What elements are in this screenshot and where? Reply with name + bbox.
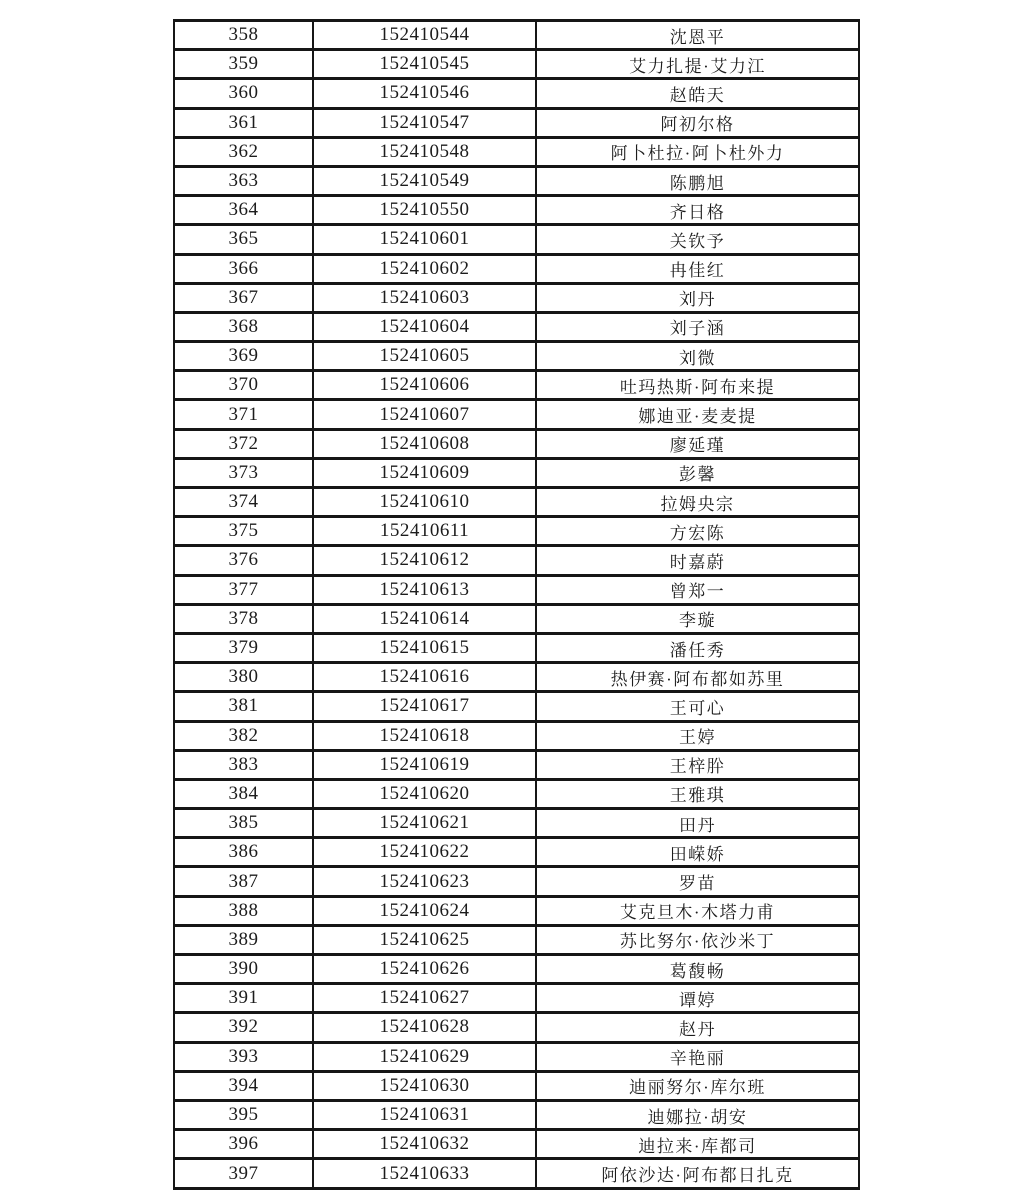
serial-number-cell: 366 bbox=[174, 254, 313, 283]
student-id-cell: 152410603 bbox=[313, 283, 536, 312]
serial-number-cell: 390 bbox=[174, 955, 313, 984]
serial-number-cell: 365 bbox=[174, 225, 313, 254]
serial-number-cell: 360 bbox=[174, 79, 313, 108]
serial-number-cell: 387 bbox=[174, 867, 313, 896]
table-row bbox=[174, 1100, 859, 1129]
student-name-cell: 罗苗 bbox=[536, 867, 859, 896]
table-row bbox=[174, 196, 859, 225]
student-id-cell: 152410617 bbox=[313, 692, 536, 721]
student-id-cell: 152410608 bbox=[313, 429, 536, 458]
serial-number-cell: 368 bbox=[174, 312, 313, 341]
serial-number-cell: 374 bbox=[174, 488, 313, 517]
student-name-cell: 辛艳丽 bbox=[536, 1042, 859, 1071]
student-name-cell: 葛馥畅 bbox=[536, 955, 859, 984]
student-id-cell: 152410547 bbox=[313, 108, 536, 137]
student-name-cell: 阿初尔格 bbox=[536, 108, 859, 137]
table-row bbox=[174, 312, 859, 341]
student-name-cell: 艾力扎提·艾力江 bbox=[536, 50, 859, 79]
student-name-cell: 阿依沙达·阿布都日扎克 bbox=[536, 1159, 859, 1189]
serial-number-cell: 369 bbox=[174, 342, 313, 371]
table-row bbox=[174, 575, 859, 604]
student-id-cell: 152410548 bbox=[313, 137, 536, 166]
student-name-cell: 齐日格 bbox=[536, 196, 859, 225]
student-id-cell: 152410622 bbox=[313, 838, 536, 867]
student-name-cell: 王梓肸 bbox=[536, 750, 859, 779]
serial-number-cell: 389 bbox=[174, 925, 313, 954]
table-row bbox=[174, 283, 859, 312]
student-name-cell: 刘丹 bbox=[536, 283, 859, 312]
student-id-cell: 152410629 bbox=[313, 1042, 536, 1071]
serial-number-cell: 370 bbox=[174, 371, 313, 400]
serial-number-cell: 385 bbox=[174, 809, 313, 838]
student-id-cell: 152410616 bbox=[313, 663, 536, 692]
student-id-cell: 152410626 bbox=[313, 955, 536, 984]
student-name-cell: 谭婷 bbox=[536, 984, 859, 1013]
student-id-cell: 152410618 bbox=[313, 721, 536, 750]
serial-number-cell: 392 bbox=[174, 1013, 313, 1042]
table-row bbox=[174, 225, 859, 254]
student-id-cell: 152410620 bbox=[313, 779, 536, 808]
student-id-cell: 152410544 bbox=[313, 21, 536, 50]
student-id-cell: 152410606 bbox=[313, 371, 536, 400]
table-row bbox=[174, 1130, 859, 1159]
serial-number-cell: 395 bbox=[174, 1100, 313, 1129]
student-name-cell: 热伊赛·阿布都如苏里 bbox=[536, 663, 859, 692]
table-row bbox=[174, 108, 859, 137]
table-row bbox=[174, 925, 859, 954]
roster-table bbox=[173, 19, 860, 1190]
table-row bbox=[174, 1159, 859, 1189]
student-name-cell: 王婷 bbox=[536, 721, 859, 750]
student-name-cell: 吐玛热斯·阿布来提 bbox=[536, 371, 859, 400]
table-row bbox=[174, 517, 859, 546]
student-id-cell: 152410605 bbox=[313, 342, 536, 371]
serial-number-cell: 388 bbox=[174, 896, 313, 925]
table-row bbox=[174, 429, 859, 458]
student-name-cell: 赵丹 bbox=[536, 1013, 859, 1042]
serial-number-cell: 361 bbox=[174, 108, 313, 137]
serial-number-cell: 367 bbox=[174, 283, 313, 312]
student-name-cell: 田丹 bbox=[536, 809, 859, 838]
serial-number-cell: 359 bbox=[174, 50, 313, 79]
student-id-cell: 152410624 bbox=[313, 896, 536, 925]
serial-number-cell: 363 bbox=[174, 166, 313, 195]
table-row bbox=[174, 50, 859, 79]
serial-number-cell: 377 bbox=[174, 575, 313, 604]
student-name-cell: 迪拉来·库都司 bbox=[536, 1130, 859, 1159]
student-id-cell: 152410619 bbox=[313, 750, 536, 779]
serial-number-cell: 362 bbox=[174, 137, 313, 166]
table-row bbox=[174, 721, 859, 750]
table-row bbox=[174, 342, 859, 371]
student-name-cell: 沈恩平 bbox=[536, 21, 859, 50]
student-id-cell: 152410621 bbox=[313, 809, 536, 838]
student-name-cell: 李璇 bbox=[536, 604, 859, 633]
serial-number-cell: 393 bbox=[174, 1042, 313, 1071]
table-row bbox=[174, 955, 859, 984]
serial-number-cell: 371 bbox=[174, 400, 313, 429]
student-name-cell: 赵皓天 bbox=[536, 79, 859, 108]
serial-number-cell: 358 bbox=[174, 21, 313, 50]
student-name-cell: 王可心 bbox=[536, 692, 859, 721]
student-name-cell: 拉姆央宗 bbox=[536, 488, 859, 517]
student-name-cell: 陈鹏旭 bbox=[536, 166, 859, 195]
student-name-cell: 潘任秀 bbox=[536, 633, 859, 662]
student-name-cell: 迪娜拉·胡安 bbox=[536, 1100, 859, 1129]
student-name-cell: 田嵘娇 bbox=[536, 838, 859, 867]
student-name-cell: 阿卜杜拉·阿卜杜外力 bbox=[536, 137, 859, 166]
student-id-cell: 152410612 bbox=[313, 546, 536, 575]
serial-number-cell: 375 bbox=[174, 517, 313, 546]
table-row bbox=[174, 867, 859, 896]
table-row bbox=[174, 779, 859, 808]
student-name-cell: 刘子涵 bbox=[536, 312, 859, 341]
student-id-cell: 152410610 bbox=[313, 488, 536, 517]
serial-number-cell: 386 bbox=[174, 838, 313, 867]
serial-number-cell: 379 bbox=[174, 633, 313, 662]
table-row bbox=[174, 896, 859, 925]
serial-number-cell: 373 bbox=[174, 458, 313, 487]
student-id-cell: 152410633 bbox=[313, 1159, 536, 1189]
student-id-cell: 152410613 bbox=[313, 575, 536, 604]
serial-number-cell: 383 bbox=[174, 750, 313, 779]
table-row bbox=[174, 750, 859, 779]
serial-number-cell: 397 bbox=[174, 1159, 313, 1189]
serial-number-cell: 382 bbox=[174, 721, 313, 750]
student-id-cell: 152410604 bbox=[313, 312, 536, 341]
table-row bbox=[174, 604, 859, 633]
student-id-cell: 152410545 bbox=[313, 50, 536, 79]
serial-number-cell: 394 bbox=[174, 1071, 313, 1100]
table-row bbox=[174, 663, 859, 692]
student-id-cell: 152410625 bbox=[313, 925, 536, 954]
student-id-cell: 152410623 bbox=[313, 867, 536, 896]
serial-number-cell: 384 bbox=[174, 779, 313, 808]
student-id-cell: 152410615 bbox=[313, 633, 536, 662]
student-id-cell: 152410627 bbox=[313, 984, 536, 1013]
student-id-cell: 152410630 bbox=[313, 1071, 536, 1100]
serial-number-cell: 378 bbox=[174, 604, 313, 633]
student-name-cell: 关钦予 bbox=[536, 225, 859, 254]
table-row bbox=[174, 371, 859, 400]
serial-number-cell: 391 bbox=[174, 984, 313, 1013]
table-row bbox=[174, 809, 859, 838]
table-row bbox=[174, 1042, 859, 1071]
student-name-cell: 艾克旦木·木塔力甫 bbox=[536, 896, 859, 925]
student-name-cell: 彭馨 bbox=[536, 458, 859, 487]
student-id-cell: 152410632 bbox=[313, 1130, 536, 1159]
serial-number-cell: 381 bbox=[174, 692, 313, 721]
table-row bbox=[174, 633, 859, 662]
student-id-cell: 152410549 bbox=[313, 166, 536, 195]
student-id-cell: 152410550 bbox=[313, 196, 536, 225]
student-id-cell: 152410602 bbox=[313, 254, 536, 283]
student-id-cell: 152410628 bbox=[313, 1013, 536, 1042]
table-row bbox=[174, 838, 859, 867]
table-row bbox=[174, 1013, 859, 1042]
student-id-cell: 152410614 bbox=[313, 604, 536, 633]
student-id-cell: 152410601 bbox=[313, 225, 536, 254]
table-row bbox=[174, 1071, 859, 1100]
table-row bbox=[174, 692, 859, 721]
student-name-cell: 迪丽努尔·库尔班 bbox=[536, 1071, 859, 1100]
student-id-cell: 152410631 bbox=[313, 1100, 536, 1129]
serial-number-cell: 380 bbox=[174, 663, 313, 692]
serial-number-cell: 364 bbox=[174, 196, 313, 225]
table-row bbox=[174, 137, 859, 166]
student-name-cell: 娜迪亚·麦麦提 bbox=[536, 400, 859, 429]
student-name-cell: 曾郑一 bbox=[536, 575, 859, 604]
student-name-cell: 苏比努尔·依沙米丁 bbox=[536, 925, 859, 954]
student-name-cell: 冉佳红 bbox=[536, 254, 859, 283]
serial-number-cell: 372 bbox=[174, 429, 313, 458]
student-name-cell: 方宏陈 bbox=[536, 517, 859, 546]
roster-table-body bbox=[174, 21, 859, 1189]
serial-number-cell: 376 bbox=[174, 546, 313, 575]
table-row bbox=[174, 21, 859, 50]
student-name-cell: 王雅琪 bbox=[536, 779, 859, 808]
student-id-cell: 152410611 bbox=[313, 517, 536, 546]
table-row bbox=[174, 166, 859, 195]
table-row bbox=[174, 488, 859, 517]
student-id-cell: 152410609 bbox=[313, 458, 536, 487]
student-name-cell: 刘微 bbox=[536, 342, 859, 371]
table-row bbox=[174, 546, 859, 575]
serial-number-cell: 396 bbox=[174, 1130, 313, 1159]
table-row bbox=[174, 984, 859, 1013]
student-name-cell: 时嘉蔚 bbox=[536, 546, 859, 575]
table-row bbox=[174, 458, 859, 487]
table-row bbox=[174, 254, 859, 283]
student-id-cell: 152410546 bbox=[313, 79, 536, 108]
table-row bbox=[174, 400, 859, 429]
student-id-cell: 152410607 bbox=[313, 400, 536, 429]
student-name-cell: 廖延瑾 bbox=[536, 429, 859, 458]
table-row bbox=[174, 79, 859, 108]
